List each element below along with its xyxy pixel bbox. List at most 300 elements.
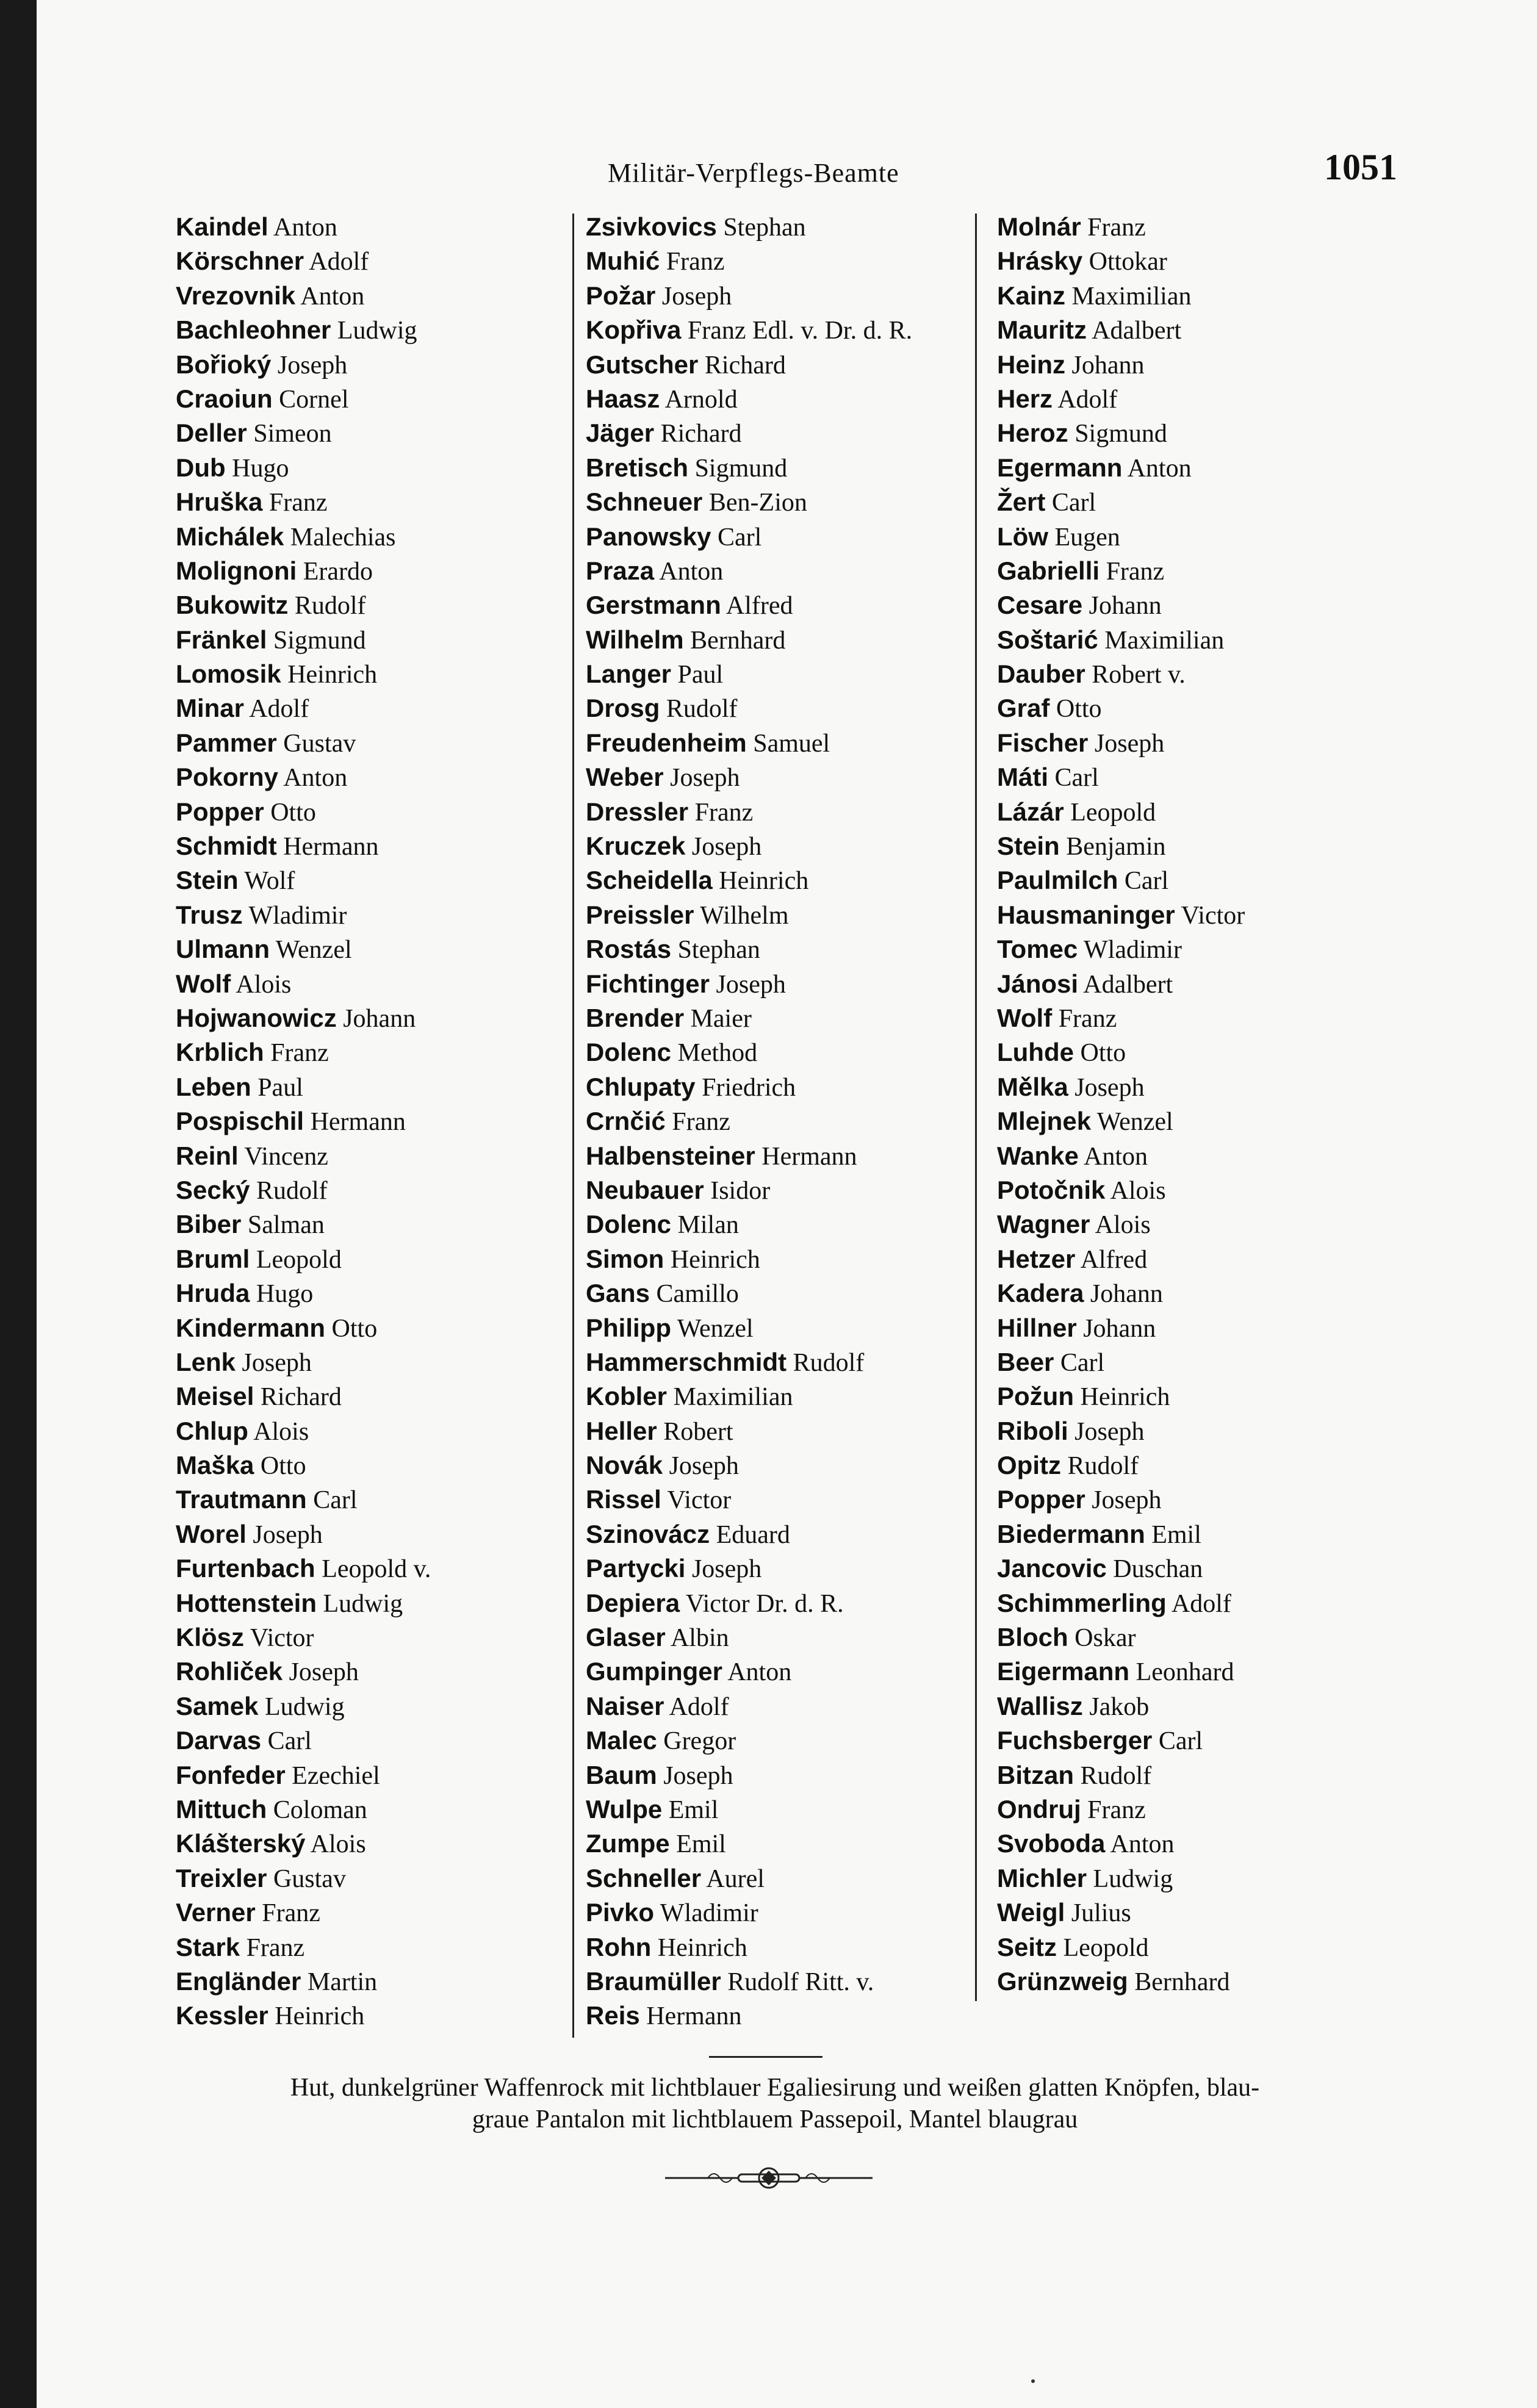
- surname: Paulmilch: [997, 866, 1118, 895]
- surname: Schmidt: [176, 832, 277, 861]
- list-item: [997, 1035, 1245, 1069]
- list-item: [586, 1035, 912, 1069]
- surname: Jancovic: [997, 1554, 1107, 1583]
- list-item: [997, 1001, 1245, 1035]
- list-item: [176, 1964, 431, 1999]
- list-item: [586, 1930, 912, 1964]
- given-name: Otto: [325, 1314, 378, 1343]
- surname: Wolf: [997, 1003, 1053, 1032]
- given-name: Johann: [336, 1004, 416, 1033]
- given-name: Duschan: [1106, 1555, 1203, 1584]
- list-item: [586, 1448, 912, 1483]
- list-item: [586, 1070, 912, 1104]
- given-name: Stephan: [716, 214, 806, 242]
- surname: Wolf: [176, 969, 231, 998]
- list-item: [176, 1242, 431, 1276]
- surname: Biber: [176, 1210, 242, 1239]
- surname: Bloch: [997, 1623, 1068, 1652]
- list-item: [176, 1620, 431, 1655]
- given-name: Joseph: [710, 970, 786, 999]
- list-item: [997, 1620, 1245, 1655]
- list-item: [586, 1861, 912, 1896]
- given-name: Adalbert: [1087, 317, 1182, 345]
- given-name: Adolf: [1166, 1589, 1231, 1618]
- surname: Neubauer: [586, 1175, 704, 1204]
- given-name: Robert v.: [1085, 661, 1186, 689]
- given-name: Adolf: [244, 695, 309, 724]
- given-name: Victor Dr. d. R.: [680, 1589, 844, 1618]
- surname: Hausmaninger: [997, 900, 1175, 929]
- list-item: [586, 1276, 912, 1310]
- list-item: [997, 554, 1245, 588]
- surname: Jánosi: [997, 969, 1079, 998]
- list-item: [586, 760, 912, 794]
- surname: Heroz: [997, 419, 1068, 448]
- surname: Körschner: [176, 246, 304, 276]
- given-name: Otto: [1049, 695, 1102, 724]
- list-item: [586, 726, 912, 760]
- given-name: Carl: [261, 1727, 312, 1756]
- list-item: [586, 1723, 912, 1758]
- list-item: [997, 1104, 1245, 1138]
- surname: Gumpinger: [586, 1657, 723, 1686]
- list-item: [586, 1345, 912, 1379]
- surname: Kobler: [586, 1382, 668, 1411]
- list-item: [586, 1551, 912, 1586]
- given-name: Wladimir: [1078, 936, 1182, 965]
- given-name: Bernhard: [1128, 1968, 1230, 1996]
- surname: Riboli: [997, 1416, 1068, 1445]
- surname: Haasz: [586, 384, 660, 413]
- list-item: [997, 1483, 1245, 1517]
- surname: Engländer: [176, 1966, 301, 1996]
- list-item: [997, 520, 1245, 554]
- surname: Herz: [997, 384, 1053, 413]
- given-name: Franz: [1052, 1004, 1117, 1033]
- given-name: Samuel: [746, 729, 830, 758]
- surname: Potočnik: [997, 1175, 1106, 1204]
- given-name: Franz: [264, 1039, 329, 1068]
- given-name: Salman: [241, 1211, 325, 1240]
- surname: Chlup: [176, 1416, 248, 1445]
- surname: Weigl: [997, 1898, 1065, 1927]
- surname: Mittuch: [176, 1794, 267, 1824]
- given-name: Richard: [654, 420, 742, 448]
- surname: Pospischil: [176, 1107, 304, 1136]
- list-item: [997, 1173, 1245, 1207]
- surname: Mlejnek: [997, 1107, 1092, 1136]
- list-item: [997, 691, 1245, 725]
- given-name: Joseph: [657, 1761, 733, 1790]
- surname: Schimmerling: [997, 1588, 1167, 1617]
- given-name: Maximilian: [1065, 282, 1192, 311]
- list-item: [586, 863, 912, 897]
- list-item: [176, 1827, 431, 1861]
- given-name: Bernhard: [683, 626, 786, 655]
- list-item: [586, 1964, 912, 1999]
- given-name: Franz: [660, 248, 725, 276]
- name-column-2: [586, 210, 912, 2033]
- surname: Eigermann: [997, 1657, 1130, 1686]
- list-item: [176, 1896, 431, 1930]
- given-name: Wilhelm: [694, 901, 789, 930]
- given-name: Rudolf Ritt. v.: [721, 1968, 874, 1996]
- surname: Žert: [997, 487, 1046, 517]
- surname: Gans: [586, 1279, 650, 1308]
- given-name: Ezechiel: [285, 1761, 380, 1790]
- given-name: Ludwig: [258, 1692, 345, 1721]
- given-name: Robert: [657, 1417, 733, 1446]
- list-item: [997, 726, 1245, 760]
- given-name: Sigmund: [688, 454, 788, 483]
- given-name: Hermann: [276, 833, 379, 861]
- surname: Máti: [997, 763, 1048, 792]
- given-name: Hermann: [755, 1142, 857, 1171]
- surname: Weber: [586, 763, 664, 792]
- given-name: Alfred: [1075, 1245, 1148, 1274]
- surname: Wagner: [997, 1210, 1090, 1239]
- given-name: Heinrich: [1073, 1383, 1170, 1412]
- given-name: Gustav: [267, 1864, 346, 1893]
- surname: Freudenheim: [586, 728, 747, 757]
- surname: Gerstmann: [586, 591, 721, 620]
- surname: Stein: [176, 866, 239, 895]
- given-name: Julius: [1065, 1899, 1131, 1928]
- given-name: Leopold: [250, 1245, 342, 1274]
- given-name: Alfred: [721, 592, 793, 620]
- surname: Tomec: [997, 935, 1078, 964]
- list-item: [997, 313, 1245, 347]
- uniform-description: [165, 2072, 1385, 2135]
- list-item: [997, 1414, 1245, 1448]
- given-name: Joseph: [685, 833, 762, 861]
- surname: Vrezovnik: [176, 281, 296, 310]
- surname: Bruml: [176, 1244, 250, 1273]
- surname: Craoiun: [176, 384, 273, 413]
- list-item: [586, 1758, 912, 1792]
- list-item: [997, 279, 1245, 313]
- given-name: Sigmund: [1068, 420, 1167, 448]
- section-separator: [709, 2056, 822, 2058]
- surname: Trusz: [176, 900, 243, 929]
- given-name: Benjamin: [1059, 833, 1166, 861]
- given-name: Carl: [1054, 1348, 1105, 1377]
- list-item: [997, 210, 1245, 244]
- given-name: Richard: [254, 1383, 342, 1412]
- list-item: [997, 1964, 1245, 1999]
- list-item: [176, 279, 431, 313]
- given-name: Jakob: [1082, 1692, 1150, 1721]
- list-item: [176, 898, 431, 932]
- list-item: [176, 726, 431, 760]
- surname: Samek: [176, 1691, 259, 1720]
- list-item: [586, 1483, 912, 1517]
- list-item: [176, 829, 431, 863]
- given-name: Leonhard: [1129, 1658, 1234, 1687]
- given-name: Franz: [240, 1933, 305, 1962]
- list-item: [176, 485, 431, 519]
- list-item: [176, 1173, 431, 1207]
- surname: Darvas: [176, 1726, 262, 1755]
- surname: Reis: [586, 2001, 640, 2030]
- given-name: Ottokar: [1082, 248, 1167, 276]
- given-name: Leopold v.: [315, 1555, 431, 1584]
- given-name: Leopold: [1064, 798, 1156, 827]
- given-name: Anton: [1078, 1142, 1148, 1171]
- list-item: [586, 588, 912, 622]
- list-item: [176, 1517, 431, 1551]
- surname: Reinl: [176, 1141, 239, 1170]
- given-name: Camillo: [650, 1280, 739, 1309]
- list-item: [586, 898, 912, 932]
- given-name: Rudolf: [786, 1348, 865, 1377]
- surname: Schneller: [586, 1863, 702, 1892]
- list-item: [997, 485, 1245, 519]
- given-name: Paul: [671, 661, 724, 689]
- print-speck: [1031, 2379, 1035, 2383]
- given-name: Franz: [262, 489, 328, 517]
- list-item: [586, 1104, 912, 1138]
- given-name: Carl: [306, 1486, 358, 1515]
- given-name: Wenzel: [1091, 1108, 1173, 1137]
- given-name: Method: [671, 1039, 758, 1068]
- surname: Rissel: [586, 1485, 661, 1514]
- given-name: Maximilian: [1098, 626, 1225, 655]
- name-column-1: [176, 210, 431, 2033]
- surname: Klösz: [176, 1623, 245, 1652]
- list-item: [586, 1414, 912, 1448]
- list-item: [586, 1586, 912, 1620]
- given-name: Alois: [231, 970, 292, 999]
- surname: Chlupaty: [586, 1072, 696, 1101]
- surname: Rohn: [586, 1932, 652, 1961]
- list-item: [586, 1999, 912, 2033]
- list-item: [997, 760, 1245, 794]
- given-name: Victor: [661, 1486, 732, 1515]
- given-name: Joseph: [1068, 1073, 1145, 1102]
- given-name: Emil: [669, 1830, 726, 1859]
- list-item: [997, 382, 1245, 416]
- given-name: Ludwig: [1087, 1864, 1173, 1893]
- surname: Rostás: [586, 935, 672, 964]
- given-name: Ludwig: [317, 1589, 403, 1618]
- surname: Heller: [586, 1416, 657, 1445]
- surname: Ondruj: [997, 1794, 1081, 1824]
- given-name: Alois: [248, 1417, 309, 1446]
- list-item: [586, 1517, 912, 1551]
- given-name: Sigmund: [267, 626, 366, 655]
- surname: Hruška: [176, 487, 263, 517]
- list-item: [176, 1104, 431, 1138]
- surname: Lomosik: [176, 660, 281, 689]
- given-name: Wenzel: [270, 936, 352, 965]
- given-name: Stephan: [671, 936, 760, 965]
- list-item: [176, 451, 431, 485]
- surname: Kaindel: [176, 212, 268, 241]
- surname: Panowsky: [586, 522, 711, 551]
- list-item: [586, 657, 912, 691]
- given-name: Simeon: [247, 420, 332, 448]
- list-item: [586, 1792, 912, 1827]
- list-item: [997, 898, 1245, 932]
- given-name: Joseph: [1085, 1486, 1162, 1515]
- list-item: [586, 932, 912, 966]
- page-number: 1051: [1324, 147, 1397, 187]
- list-item: [997, 1758, 1245, 1792]
- surname: Stein: [997, 832, 1060, 861]
- list-item: [586, 382, 912, 416]
- surname: Hetzer: [997, 1244, 1076, 1273]
- list-item: [997, 1517, 1245, 1551]
- given-name: Maximilian: [667, 1383, 793, 1412]
- given-name: Carl: [711, 523, 762, 552]
- surname: Wanke: [997, 1141, 1079, 1170]
- surname: Hojwanowicz: [176, 1003, 337, 1032]
- list-item: [176, 657, 431, 691]
- surname: Depiera: [586, 1588, 680, 1617]
- surname: Michler: [997, 1863, 1087, 1892]
- uniform-description-line-1: Hut, dunkelgrüner Waffenrock mit lichtblauer Egaliesirung und weißen glatten Knöpfen, blau-: [290, 2074, 1260, 2102]
- surname: Luhde: [997, 1038, 1074, 1067]
- surname: Gabrielli: [997, 556, 1100, 585]
- surname: Gutscher: [586, 350, 699, 379]
- surname: Trautmann: [176, 1485, 307, 1514]
- list-item: [176, 1689, 431, 1723]
- given-name: Adolf: [664, 1692, 729, 1721]
- surname: Grünzweig: [997, 1966, 1128, 1996]
- list-item: [997, 416, 1245, 450]
- list-item: [176, 1345, 431, 1379]
- given-name: Victor: [244, 1624, 314, 1653]
- given-name: Franz: [1100, 557, 1165, 586]
- list-item: [586, 1655, 912, 1689]
- surname: Rohliček: [176, 1657, 283, 1686]
- list-item: [586, 1207, 912, 1242]
- list-item: [176, 1001, 431, 1035]
- given-name: Emil: [1145, 1520, 1201, 1549]
- given-name: Heinrich: [281, 661, 378, 689]
- surname: Požar: [586, 281, 656, 310]
- given-name: Heinrich: [664, 1245, 760, 1274]
- surname: Löw: [997, 522, 1048, 551]
- surname: Jäger: [586, 419, 655, 448]
- given-name: Joseph: [1088, 729, 1165, 758]
- list-item: [176, 1861, 431, 1896]
- given-name: Rudolf: [660, 695, 738, 724]
- given-name: Joseph: [1068, 1417, 1145, 1446]
- surname: Seitz: [997, 1932, 1057, 1961]
- list-item: [586, 1311, 912, 1345]
- surname: Mauritz: [997, 315, 1087, 345]
- given-name: Milan: [671, 1211, 739, 1240]
- list-item: [997, 1242, 1245, 1276]
- surname: Leben: [176, 1072, 251, 1101]
- surname: Verner: [176, 1898, 256, 1927]
- surname: Hillner: [997, 1313, 1077, 1342]
- surname: Langer: [586, 660, 672, 689]
- given-name: Franz: [688, 798, 754, 827]
- list-item: [176, 932, 431, 966]
- name-column-3: [997, 210, 1245, 1999]
- surname: Lázár: [997, 797, 1064, 826]
- list-item: [997, 1448, 1245, 1483]
- given-name: Wladimir: [242, 901, 347, 930]
- list-item: [586, 210, 912, 244]
- given-name: Franz Edl. v. Dr. d. R.: [681, 317, 913, 345]
- surname: Beer: [997, 1347, 1054, 1376]
- given-name: Anton: [1105, 1830, 1175, 1859]
- surname: Braumüller: [586, 1966, 721, 1996]
- given-name: Wolf: [238, 867, 295, 896]
- list-item: [997, 1586, 1245, 1620]
- given-name: Aurel: [701, 1864, 765, 1893]
- uniform-description-line-2: graue Pantalon mit lichtblauem Passepoil, Mantel blaugrau: [472, 2105, 1078, 2133]
- surname: Scheidella: [586, 866, 713, 895]
- list-item: [586, 1001, 912, 1035]
- list-item: [176, 691, 431, 725]
- given-name: Adalbert: [1078, 970, 1173, 999]
- given-name: Friedrich: [695, 1073, 796, 1102]
- surname: Bukowitz: [176, 591, 289, 620]
- surname: Furtenbach: [176, 1554, 315, 1583]
- surname: Krblich: [176, 1038, 264, 1067]
- given-name: Gustav: [276, 729, 356, 758]
- list-item: [997, 795, 1245, 829]
- surname: Zumpe: [586, 1829, 670, 1858]
- given-name: Otto: [1073, 1039, 1126, 1068]
- given-name: Ludwig: [331, 317, 417, 345]
- given-name: Joseph: [685, 1555, 762, 1584]
- list-item: [176, 588, 431, 622]
- surname: Novák: [586, 1451, 663, 1480]
- given-name: Anton: [295, 282, 365, 311]
- surname: Heinz: [997, 350, 1066, 379]
- given-name: Heinrich: [268, 2002, 365, 2031]
- surname: Dolenc: [586, 1210, 672, 1239]
- given-name: Ben-Zion: [702, 489, 807, 517]
- given-name: Joseph: [246, 1520, 323, 1549]
- given-name: Oskar: [1068, 1624, 1136, 1653]
- list-item: [586, 451, 912, 485]
- list-item: [586, 1896, 912, 1930]
- surname: Wilhelm: [586, 625, 684, 654]
- list-item: [176, 1448, 431, 1483]
- list-item: [176, 1999, 431, 2033]
- list-item: [586, 623, 912, 657]
- given-name: Coloman: [267, 1795, 367, 1824]
- list-item: [997, 1551, 1245, 1586]
- given-name: Otto: [264, 798, 316, 827]
- surname: Popper: [997, 1485, 1085, 1514]
- list-item: [176, 382, 431, 416]
- given-name: Wenzel: [671, 1314, 754, 1343]
- list-item: [176, 863, 431, 897]
- surname: Bachleohner: [176, 315, 331, 345]
- list-item: [586, 1242, 912, 1276]
- surname: Bretisch: [586, 453, 689, 482]
- surname: Drosg: [586, 694, 660, 723]
- given-name: Alois: [1090, 1211, 1151, 1240]
- given-name: Richard: [698, 351, 786, 379]
- surname: Kindermann: [176, 1313, 326, 1342]
- document-page: [37, 0, 1537, 2408]
- given-name: Victor: [1175, 901, 1245, 930]
- list-item: [997, 967, 1245, 1001]
- surname: Fischer: [997, 728, 1089, 757]
- given-name: Anton: [654, 557, 724, 586]
- page-title: Militär-Verpflegs-Beamte: [608, 158, 899, 188]
- given-name: Otto: [254, 1452, 306, 1481]
